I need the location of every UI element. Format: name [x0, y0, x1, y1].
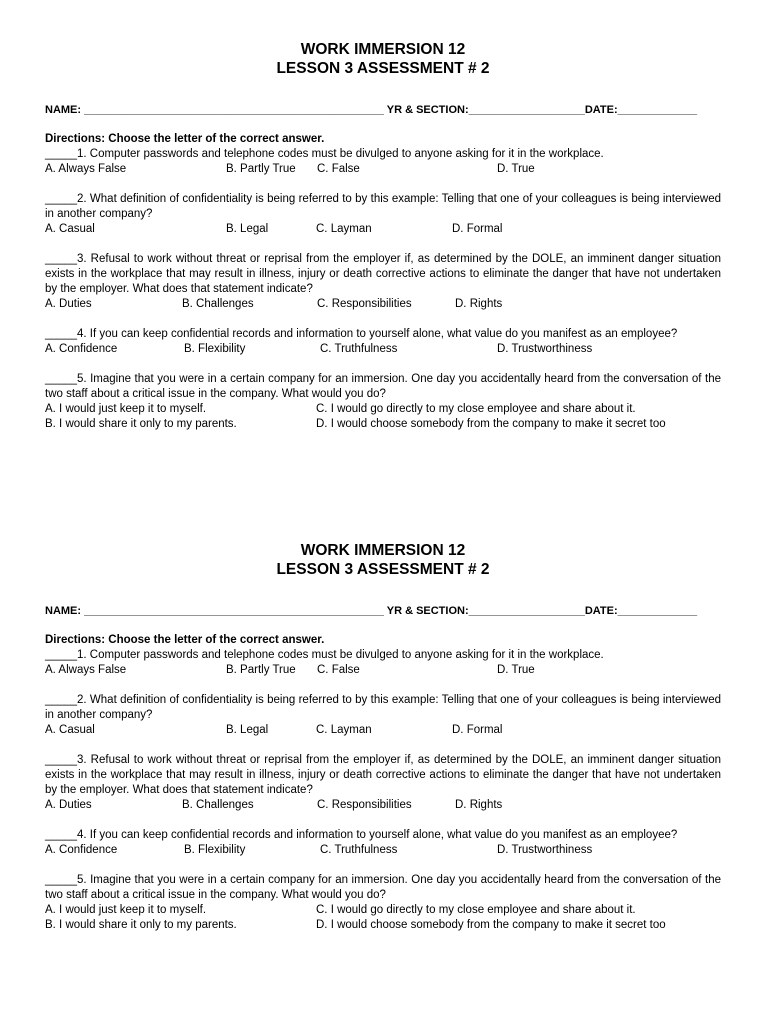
- question-text: _____1. Computer passwords and telephone codes must be divulged to anyone asking for it in the workplace.: [45, 649, 604, 661]
- question-text: _____4. If you can keep confidential records and information to yourself alone, what value do you manifest as an employee?: [45, 829, 678, 841]
- assessment-sheet-bottom: [45, 541, 721, 933]
- answer-option: D. I would choose somebody from the company to make it secret too: [316, 418, 666, 430]
- answer-option: B. Challenges: [182, 799, 254, 811]
- answer-option: A. Always False: [45, 664, 127, 676]
- spacer: [45, 177, 721, 192]
- assessment-sheet-top: [45, 40, 721, 432]
- assessment-title: WORK IMMERSION 12: [300, 41, 466, 58]
- spacer: [45, 357, 721, 372]
- spacer: [45, 678, 721, 693]
- answer-option: D. Formal: [452, 223, 503, 235]
- question: [45, 873, 721, 933]
- question-text: _____3. Refusal to work without threat or reprisal from the employer if, as determined by the DOLE, an imminent danger situation exists in the workplace that may result in illness, injury or death corrective actions to eliminate the danger that have not undertaken by the employer. What does that statement indicate?: [45, 253, 721, 295]
- answer-option: B. Partly True: [226, 163, 296, 175]
- options-row: [45, 297, 721, 312]
- question: [45, 753, 721, 813]
- answer-option: A. Always False: [45, 163, 127, 175]
- answer-option: D. True: [497, 163, 535, 175]
- answer-option: D. Rights: [455, 799, 503, 811]
- student-info-line: NAME: _________________________________________________ YR & SECTION:___________________DATE:_____________: [45, 605, 698, 617]
- answer-option: A. Confidence: [45, 844, 118, 856]
- answer-option: C. False: [317, 664, 360, 676]
- directions: Directions: Choose the letter of the correct answer.: [45, 634, 325, 646]
- question-text: _____5. Imagine that you were in a certain company for an immersion. One day you accidentally heard from the conversation of the two staff about a critical issue in the company. What would you do?: [45, 874, 721, 901]
- options-row: [45, 798, 721, 813]
- question: [45, 648, 721, 678]
- assessment-subtitle: LESSON 3 ASSESSMENT # 2: [276, 561, 490, 578]
- options-row: [45, 162, 721, 177]
- question-text: _____1. Computer passwords and telephone codes must be divulged to anyone asking for it in the workplace.: [45, 148, 604, 160]
- student-info-line: NAME: _________________________________________________ YR & SECTION:___________________DATE:_____________: [45, 104, 698, 116]
- question-text: _____2. What definition of confidentiality is being referred to by this example: Telling that one of your colleagues is being interviewed in another company?: [45, 193, 721, 220]
- answer-option: B. Flexibility: [184, 844, 246, 856]
- answer-option: D. Rights: [455, 298, 503, 310]
- question-text: _____2. What definition of confidentiality is being referred to by this example: Telling that one of your colleagues is being interviewed in another company?: [45, 694, 721, 721]
- answer-option: C. Layman: [316, 724, 372, 736]
- question: [45, 828, 721, 858]
- answer-option: C. Responsibilities: [317, 799, 412, 811]
- answer-option: C. I would go directly to my close employee and share about it.: [316, 403, 636, 415]
- question: [45, 192, 721, 237]
- options-row: [45, 663, 721, 678]
- spacer: [45, 738, 721, 753]
- answer-option: B. Challenges: [182, 298, 254, 310]
- answer-option: B. Flexibility: [184, 343, 246, 355]
- assessment-title: WORK IMMERSION 12: [300, 542, 466, 559]
- answer-option: B. I would share it only to my parents.: [45, 919, 237, 931]
- options-row: [45, 903, 721, 918]
- answer-option: B. Partly True: [226, 664, 296, 676]
- question: [45, 372, 721, 432]
- options-row: [45, 843, 721, 858]
- answer-option: D. True: [497, 664, 535, 676]
- answer-option: A. Casual: [45, 223, 95, 235]
- options-row: [45, 723, 721, 738]
- question-text: _____5. Imagine that you were in a certain company for an immersion. One day you accidentally heard from the conversation of the two staff about a critical issue in the company. What would you do?: [45, 373, 721, 400]
- options-row: [45, 402, 721, 417]
- question: [45, 327, 721, 357]
- answer-option: A. Casual: [45, 724, 95, 736]
- question-text: _____4. If you can keep confidential records and information to yourself alone, what value do you manifest as an employee?: [45, 328, 678, 340]
- answer-option: B. Legal: [226, 724, 269, 736]
- spacer: [45, 312, 721, 327]
- spacer: [45, 237, 721, 252]
- answer-option: B. Legal: [226, 223, 269, 235]
- answer-option: C. Truthfulness: [320, 844, 398, 856]
- answer-option: C. I would go directly to my close employee and share about it.: [316, 904, 636, 916]
- question: [45, 252, 721, 312]
- question-text: _____3. Refusal to work without threat or reprisal from the employer if, as determined by the DOLE, an imminent danger situation exists in the workplace that may result in illness, injury or death corrective actions to eliminate the danger that have not undertaken by the employer. What does that statement indicate?: [45, 754, 721, 796]
- question: [45, 693, 721, 738]
- answer-option: B. I would share it only to my parents.: [45, 418, 237, 430]
- question: [45, 147, 721, 177]
- answer-option: D. Formal: [452, 724, 503, 736]
- answer-option: D. I would choose somebody from the company to make it secret too: [316, 919, 666, 931]
- answer-option: C. Layman: [316, 223, 372, 235]
- answer-option: A. I would just keep it to myself.: [45, 403, 207, 415]
- answer-option: D. Trustworthiness: [497, 844, 593, 856]
- directions: Directions: Choose the letter of the correct answer.: [45, 133, 325, 145]
- options-row: [45, 417, 721, 432]
- assessment-subtitle: LESSON 3 ASSESSMENT # 2: [276, 60, 490, 77]
- answer-option: A. Duties: [45, 799, 92, 811]
- answer-option: C. Responsibilities: [317, 298, 412, 310]
- options-row: [45, 918, 721, 933]
- spacer: [45, 813, 721, 828]
- options-row: [45, 222, 721, 237]
- answer-option: A. I would just keep it to myself.: [45, 904, 207, 916]
- answer-option: C. False: [317, 163, 360, 175]
- answer-option: D. Trustworthiness: [497, 343, 593, 355]
- answer-option: A. Duties: [45, 298, 92, 310]
- answer-option: C. Truthfulness: [320, 343, 398, 355]
- options-row: [45, 342, 721, 357]
- answer-option: A. Confidence: [45, 343, 118, 355]
- spacer: [45, 858, 721, 873]
